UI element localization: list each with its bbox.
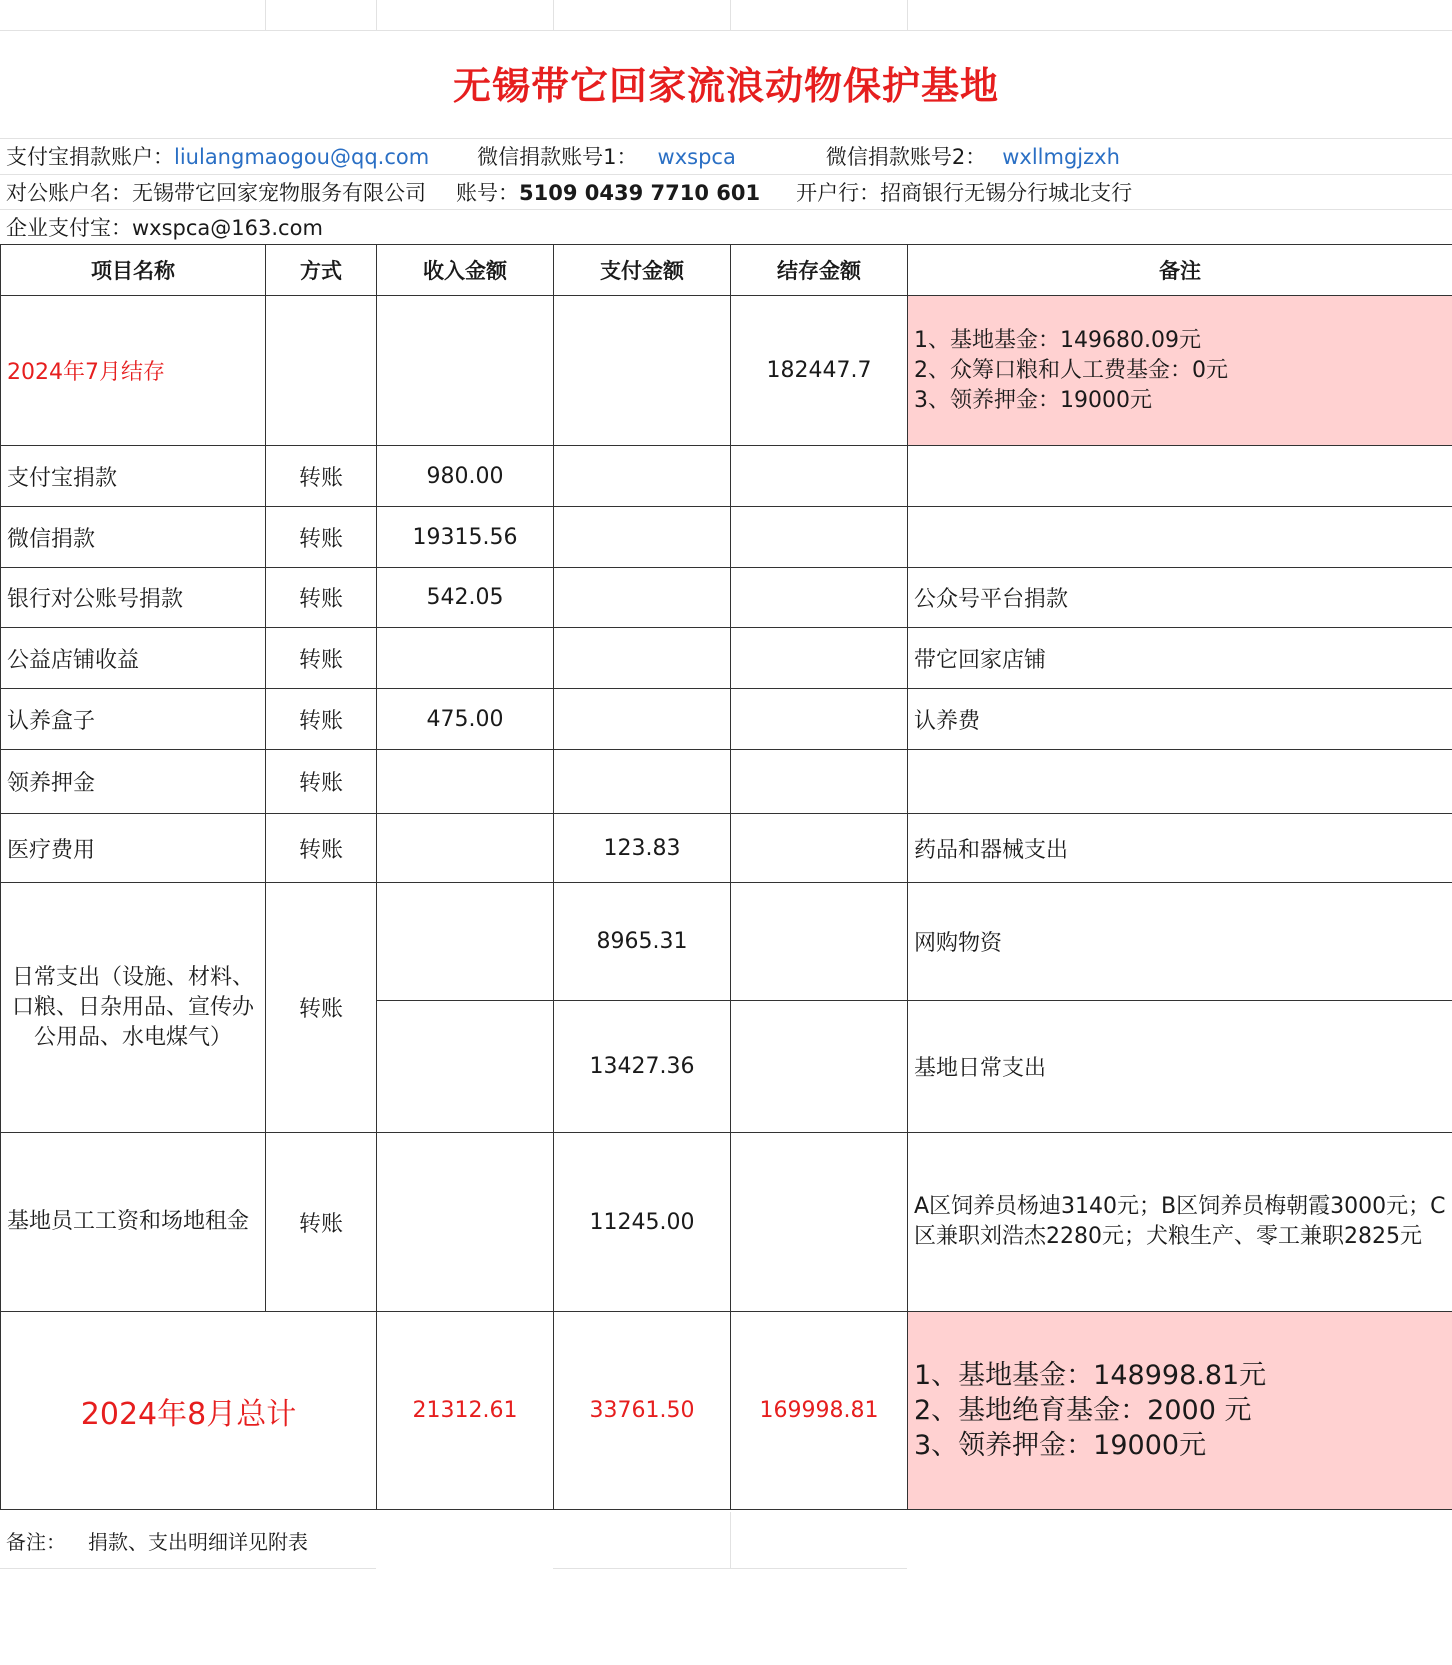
- cell-method: 转账: [266, 689, 377, 750]
- cell-method: 转账: [266, 750, 377, 814]
- note-line: 1、基地基金：149680.09元: [914, 327, 1201, 353]
- gridline: [553, 1568, 907, 1569]
- cell-income: [377, 628, 554, 689]
- table-header-row: [1, 245, 1452, 296]
- account-number: 5109 0439 7710 601: [519, 181, 761, 205]
- column-header-name: 项目名称: [1, 245, 266, 296]
- table-row-shop: [1, 628, 1452, 689]
- cell-income: [377, 1133, 554, 1312]
- cell-method: [266, 296, 377, 446]
- cell-name: 微信捐款: [1, 507, 266, 568]
- wechat1-label: 微信捐款账号1：: [477, 145, 638, 169]
- page-title: 无锡带它回家流浪动物保护基地: [452, 64, 999, 108]
- cell-balance: [731, 628, 908, 689]
- ledger-table: [0, 244, 1452, 1510]
- bank-account-line: [6, 176, 1132, 210]
- cell-income: 19315.56: [377, 507, 554, 568]
- gridline: [730, 1512, 731, 1568]
- column-header-income: 收入金额: [377, 245, 554, 296]
- cell-balance: [731, 750, 908, 814]
- bank-name: 招商银行无锡分行城北支行: [880, 181, 1133, 205]
- note-line: 3、领养押金：19000元: [914, 387, 1152, 413]
- table-row-alipay: [1, 446, 1452, 507]
- corp-alipay-label: 企业支付宝：: [6, 216, 132, 240]
- cell-income: [377, 814, 554, 883]
- cell-income: 542.05: [377, 568, 554, 628]
- cell-notes: [908, 296, 1452, 446]
- table-row-wages: [1, 1133, 1452, 1312]
- wechat2-account: wxllmgjzxh: [1002, 145, 1120, 169]
- gridline: [553, 0, 554, 30]
- cell-balance: 182447.7: [731, 296, 908, 446]
- cell-name: 银行对公账号捐款: [1, 568, 266, 628]
- cell-payment: [554, 628, 731, 689]
- cell-notes: 公众号平台捐款: [908, 568, 1452, 628]
- donation-accounts-line: [6, 140, 1120, 174]
- cell-payment: [554, 296, 731, 446]
- bank-label: 开户行：: [796, 181, 881, 205]
- table-row-total: [1, 1312, 1452, 1510]
- cell-notes: 认养费: [908, 689, 1452, 750]
- cell-name: 领养押金: [1, 750, 266, 814]
- cell-payment: 13427.36: [554, 1001, 731, 1133]
- cell-income: 21312.61: [377, 1312, 554, 1510]
- cell-name: 2024年7月结存: [1, 296, 266, 446]
- cell-method: 转账: [266, 814, 377, 883]
- table-row-medical: [1, 814, 1452, 883]
- cell-payment: 8965.31: [554, 883, 731, 1001]
- cell-balance: [731, 883, 908, 1001]
- gridline: [265, 0, 266, 30]
- cell-notes: [908, 507, 1452, 568]
- cell-payment: [554, 446, 731, 507]
- gridline: [0, 1568, 376, 1569]
- alipay-label: 支付宝捐款账户：: [6, 145, 174, 169]
- cell-method: 转账: [266, 883, 377, 1133]
- cell-notes: A区饲养员杨迪3140元；B区饲养员梅朝霞3000元；C区兼职刘浩杰2280元；犬粮生产、零工兼职2825元: [908, 1133, 1452, 1312]
- note-line: 3、领养押金：19000元: [914, 1430, 1207, 1461]
- gridline: [0, 30, 1452, 31]
- cell-balance: [731, 446, 908, 507]
- cell-balance: [731, 507, 908, 568]
- note-line: 1、基地基金：148998.81元: [914, 1360, 1267, 1391]
- cell-payment: [554, 568, 731, 628]
- gridline: [376, 0, 377, 30]
- cell-income: [377, 1001, 554, 1133]
- cell-name: 日常支出（设施、材料、口粮、日杂用品、宣传办公用品、水电煤气）: [1, 883, 266, 1133]
- cell-notes: 基地日常支出: [908, 1001, 1452, 1133]
- corp-alipay-account: wxspca@163.com: [132, 216, 323, 240]
- column-header-notes: 备注: [908, 245, 1452, 296]
- cell-method: 转账: [266, 507, 377, 568]
- cell-balance: [731, 689, 908, 750]
- alipay-account-link[interactable]: liulangmaogou@qq.com: [174, 145, 430, 169]
- company-name: 无锡带它回家宠物服务有限公司: [132, 181, 426, 205]
- cell-method: 转账: [266, 568, 377, 628]
- cell-income: 980.00: [377, 446, 554, 507]
- cell-notes: [908, 750, 1452, 814]
- cell-method: 转账: [266, 1133, 377, 1312]
- cell-payment: 123.83: [554, 814, 731, 883]
- footer-note: [6, 1525, 308, 1559]
- corporate-alipay-line: [6, 211, 323, 245]
- cell-payment: 33761.50: [554, 1312, 731, 1510]
- cell-payment: [554, 750, 731, 814]
- gridline: [730, 0, 731, 30]
- column-header-method: 方式: [266, 245, 377, 296]
- table-row-wechat: [1, 507, 1452, 568]
- account-label: 账号：: [456, 181, 519, 205]
- cell-balance: [731, 568, 908, 628]
- cell-notes: [908, 446, 1452, 507]
- company-label: 对公账户名：: [6, 181, 132, 205]
- note-line: 2、基地绝育基金：2000 元: [914, 1395, 1252, 1426]
- cell-notes: 带它回家店铺: [908, 628, 1452, 689]
- table-row-bank: [1, 568, 1452, 628]
- cell-name: 2024年8月总计: [1, 1312, 377, 1510]
- cell-payment: 11245.00: [554, 1133, 731, 1312]
- cell-income: 475.00: [377, 689, 554, 750]
- cell-payment: [554, 689, 731, 750]
- footer-label: 备注：: [6, 1530, 66, 1554]
- gridline: [907, 0, 908, 30]
- cell-method: 转账: [266, 446, 377, 507]
- wechat1-account: wxspca: [657, 145, 736, 169]
- table-row-sponsor: [1, 689, 1452, 750]
- cell-income: [377, 883, 554, 1001]
- table-row-deposit: [1, 750, 1452, 814]
- cell-balance: 169998.81: [731, 1312, 908, 1510]
- column-header-payment: 支付金额: [554, 245, 731, 296]
- cell-income: [377, 750, 554, 814]
- cell-notes: 药品和器械支出: [908, 814, 1452, 883]
- cell-balance: [731, 814, 908, 883]
- cell-name: 医疗费用: [1, 814, 266, 883]
- column-header-balance: 结存金额: [731, 245, 908, 296]
- table-row-opening-balance: [1, 296, 1452, 446]
- cell-method: 转账: [266, 628, 377, 689]
- cell-balance: [731, 1133, 908, 1312]
- cell-name: 基地员工工资和场地租金: [1, 1133, 266, 1312]
- cell-balance: [731, 1001, 908, 1133]
- table-row-daily-1: [1, 883, 1452, 1001]
- gridline: [0, 138, 1452, 139]
- cell-name: 支付宝捐款: [1, 446, 266, 507]
- cell-payment: [554, 507, 731, 568]
- cell-name: 认养盒子: [1, 689, 266, 750]
- cell-name: 公益店铺收益: [1, 628, 266, 689]
- cell-notes: 网购物资: [908, 883, 1452, 1001]
- cell-notes: [908, 1312, 1452, 1510]
- cell-income: [377, 296, 554, 446]
- gridline: [0, 174, 1452, 175]
- note-line: 2、众筹口粮和人工费基金：0元: [914, 357, 1228, 383]
- wechat2-label: 微信捐款账号2：: [825, 145, 987, 169]
- footer-text: 捐款、支出明细详见附表: [88, 1530, 308, 1554]
